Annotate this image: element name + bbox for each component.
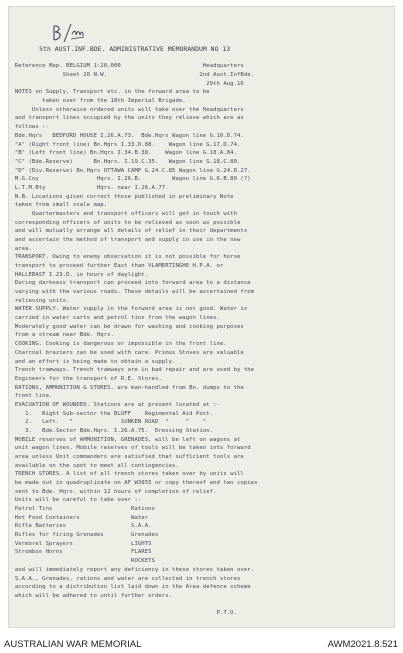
text-line: HALLEBAST I.23.D. in hours of daylight. xyxy=(8,271,149,278)
text-line: Strombos Horns FLARES xyxy=(8,549,152,556)
text-line: Sheet 28 N.W. 2nd Aust.InfBde. xyxy=(8,72,255,78)
text-line: "A" (Right front line) Bn.Hqrs I.33.D.88. Wagon line G.17.D.74. xyxy=(8,141,241,148)
text-line: Trench tramways. Trench tramways are in bad repair and are used by the xyxy=(8,367,255,374)
text-line: NOTES on Supply, Transport etc. in the forward area to be xyxy=(8,89,210,96)
text-line: Rifles for firing Grenades Grenades xyxy=(8,532,159,539)
text-line: from a stream near Bde. Hqrs. xyxy=(8,332,114,339)
text-line: relieving units. xyxy=(8,297,70,304)
text-line: RATIONS, AMMUNITION & STORES. are man-handled from Bn. dumps to the xyxy=(8,384,244,391)
text-line: EVACUATION OF WOUNDED. Stations are at present located at :- xyxy=(8,401,220,408)
text-line: 2. Left. " SUNKEN ROAD " " " xyxy=(8,419,207,426)
text-line: L.T.M.Bty Hqrs. near I.26.A.77. xyxy=(8,184,169,191)
text-line: sent to Bde. Hqrs. within 12 hours of completion of relief. xyxy=(8,488,217,495)
text-line: Unless otherwise ordered units will take over the Headquarters xyxy=(8,106,244,113)
text-line: be made out in quadruplicate on AF W3855 or copy thereof and two copies xyxy=(8,480,258,486)
text-line: ROCKETS xyxy=(8,558,155,565)
text-line: Quartermasters and transport officers will get in touch with xyxy=(8,210,237,217)
text-line: MOBILE reserves of AMMUNITION, GRENADES, will be left on wagons at xyxy=(8,436,241,443)
text-line: and transport lines occupied by the units they relieve which are as xyxy=(8,115,244,122)
text-line: carried in water carts and petrol tins from the wagon lines. xyxy=(8,315,220,322)
text-line: Vermorel Sprayers LIGHTS xyxy=(8,540,152,547)
memorandum-title: 5th AUST.INF.BDE. ADMINISTRATIVE MEMORANDUM NO 13 xyxy=(8,45,231,53)
text-line: Engineers for the transport of R.E. Stores. xyxy=(8,375,162,382)
text-line: Moderately good water can be drawn for washing and cooking purposes xyxy=(8,323,244,330)
text-line: front line. xyxy=(8,393,53,400)
text-line: 3. Bde.Sector Bde.Hqrs. I.26.A.75. Dressing Station. xyxy=(8,427,214,434)
text-line: transport to proceed further East than VLAMERTINGHE H.P.A. or xyxy=(8,263,224,269)
text-line: corresponding officers of units to be relieved as soon as possible xyxy=(8,219,241,226)
text-line: varying with the various roads. These details will be ascertained from xyxy=(8,289,255,295)
text-line: follows :- xyxy=(8,124,50,131)
footer-catalogue-number: AWM2021.8.521 xyxy=(327,639,398,650)
text-line: Charcoal braziers can be used with care. Primus Stoves are valuable xyxy=(8,349,244,356)
text-line: taken from small scale map. xyxy=(8,202,108,209)
text-line: TRENCH STORES. A list of all trench stores taken over by units will xyxy=(8,471,244,478)
text-line: S.A.A., Grenades, rations and water are collected in trench stores xyxy=(8,575,241,582)
text-line: 1. Right Sub-sector the BLUFF Regimental Aid Post. xyxy=(8,410,214,417)
text-line: available on the spot to meet all contingencies. xyxy=(8,462,179,469)
text-line: unit wagon lines. Mobile reserves of tools will be taken into forward xyxy=(8,445,251,452)
text-line: TRANSPORT. Owing to enemy observation it is not possible for horse xyxy=(8,254,241,261)
text-line: and will mutually arrange all details of relief in their departments xyxy=(8,228,248,235)
archive-footer xyxy=(0,636,403,653)
text-line: Units will be careful to take over :- xyxy=(8,497,142,504)
text-line: P.T.O. xyxy=(8,610,237,617)
text-line: Bde.Hqrs BEDFORD HOUSE I.26.A.73. Bde.Hqrs Wagon line G.10.D.74. xyxy=(8,132,244,139)
text-line: During darkness transport can proceed into forward area to a distance xyxy=(8,280,251,287)
text-line: N.B. Locations given correct those published in preliminary Note xyxy=(8,193,234,200)
text-line: 29th Aug.16 xyxy=(8,80,244,87)
text-line: according to a distribution list laid down in the Area defence scheme xyxy=(8,584,251,591)
text-line: taken over from the 18th Imperial Brigade. xyxy=(8,98,186,105)
text-line: "D" (Div.Reserve) Bn.Hqrs OTTAWA CAMP G.24.C.85 Wagon line G.24.D.27. xyxy=(8,167,251,174)
text-line: area. xyxy=(8,245,32,252)
text-line: area unless Unit commanders are satisfied that sufficient tools are xyxy=(8,454,244,460)
text-line: Hot Food Containers Water xyxy=(8,514,149,521)
text-line: and ascertain the method of transport and supply in use in the new xyxy=(8,237,241,243)
text-line: Reference Map. BELGIUM 1:20,000 Headquarters xyxy=(8,63,244,70)
text-line: Rifle Batteries S.A.A. xyxy=(8,523,152,530)
memorandum-page xyxy=(8,6,395,628)
text-line: M.G.Coy Hqrs. I.26.B. Wagon line G.6.B.80 (?) xyxy=(8,176,251,183)
text-line: WATER SUPPLY. Water supply in the forward area is not good. Water is xyxy=(8,306,248,313)
text-line: and will immediately report any deficiency in these stores taken over. xyxy=(8,566,255,573)
text-line: Petrol Tins Rations xyxy=(8,506,155,512)
text-line: which will be adhered to until further orders. xyxy=(8,592,173,599)
footer-institution: AUSTRALIAN WAR MEMORIAL xyxy=(4,639,142,650)
text-line: "B" (Left front line) Bn.Hqrs I.34.B.38. Wagon line G.18.A.84. xyxy=(8,150,237,157)
text-line: "C" (Bde.Reserve) Bn.Hqrs. I.19.C.35. Wagon line G.18.C.80. xyxy=(8,158,241,165)
text-line: and an effort is being made to obtain a supply. xyxy=(8,358,176,365)
text-line: COOKING. Cooking is dangerous or impossible in the front line. xyxy=(8,341,227,348)
